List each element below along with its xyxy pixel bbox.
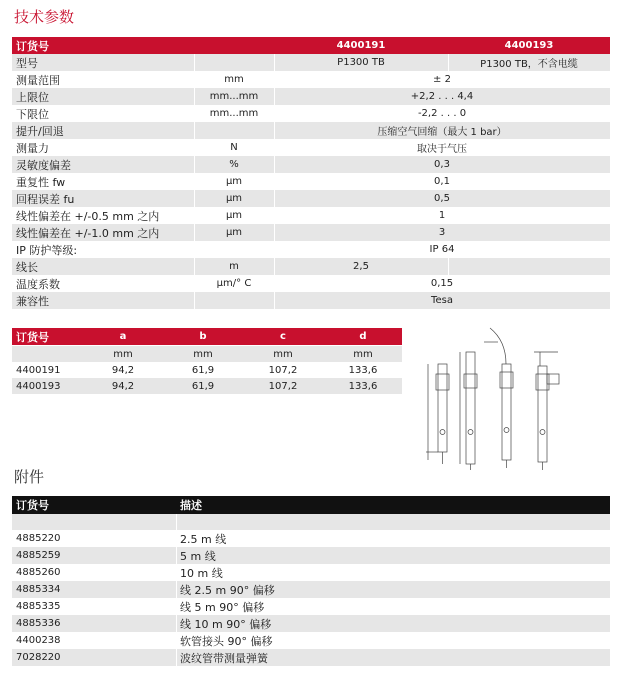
dims-row-c: 107,2 xyxy=(268,380,298,392)
accessories-header-order: 订货号 xyxy=(16,499,49,512)
tech-row-label: 型号 xyxy=(16,56,38,70)
accessories-row-desc: 线 5 m 90° 偏移 xyxy=(180,600,265,614)
accessories-row-order: 4885260 xyxy=(16,567,61,578)
dims-row xyxy=(12,378,402,394)
accessories-row xyxy=(12,615,610,632)
tech-row-label: 测量力 xyxy=(16,141,49,155)
dims-header-order: 订货号 xyxy=(16,330,49,344)
tech-row-value: +2,2 . . . 4,4 xyxy=(410,91,474,102)
tech-row xyxy=(12,275,610,292)
tech-row xyxy=(12,224,610,241)
accessories-row xyxy=(12,564,610,581)
tech-row-label: 测量范围 xyxy=(16,73,60,87)
dims-unit-c: mm xyxy=(273,348,293,360)
tech-row-value: ± 2 xyxy=(433,74,451,85)
tech-row-value: IP 64 xyxy=(429,244,455,255)
dims-row-a: 94,2 xyxy=(111,380,135,392)
tech-row-label: 上限位 xyxy=(16,90,49,104)
dims-row-order: 4400193 xyxy=(16,380,61,392)
tech-row-unit: % xyxy=(229,159,239,170)
accessories-row-divider xyxy=(176,564,177,581)
accessories-row-desc: 线 2.5 m 90° 偏移 xyxy=(180,583,275,597)
probe-drawing-icon xyxy=(418,322,596,472)
tech-header-order: 订货号 xyxy=(16,39,49,53)
tech-row xyxy=(12,292,610,309)
tech-row-value: 1 xyxy=(438,210,446,221)
accessories-row-order: 4885220 xyxy=(16,533,61,544)
accessories-row-desc: 软管接头 90° 偏移 xyxy=(180,634,273,648)
tech-row-value: 0,5 xyxy=(434,193,450,204)
tech-row-unit: N xyxy=(230,142,238,153)
tech-row-value: 3 xyxy=(438,227,446,238)
tech-row-unit: mm...mm xyxy=(209,91,259,102)
tech-row xyxy=(12,258,610,275)
tech-row-label: 线长 xyxy=(16,260,38,274)
dims-unit-a: mm xyxy=(113,348,133,360)
tech-row-unit: μm/° C xyxy=(216,278,252,289)
tech-row-label: IP 防护等级: xyxy=(16,243,78,257)
accessories-row-order: 4885259 xyxy=(16,550,61,561)
accessories-blank-row xyxy=(12,514,610,530)
accessories-row-desc: 波纹管带测量弹簧 xyxy=(180,651,268,665)
dims-row-d: 133,6 xyxy=(348,380,378,392)
dims-header-b: b xyxy=(199,331,207,342)
tech-row-value-4400191: 2,5 xyxy=(353,261,369,272)
accessories-row-divider xyxy=(176,581,177,598)
tech-row-value: 0,1 xyxy=(434,176,450,187)
dims-header-d: d xyxy=(359,331,367,342)
tech-row-label: 线性偏差在 +/-0.5 mm 之内 xyxy=(16,209,160,223)
accessories-row-order: 4885335 xyxy=(16,601,61,612)
accessories-row-divider xyxy=(176,547,177,564)
accessories-row xyxy=(12,649,610,666)
accessories-row xyxy=(12,632,610,649)
tech-row-unit: μm xyxy=(225,227,243,238)
tech-header-4400191: 4400191 xyxy=(336,40,386,51)
tech-row-unit xyxy=(194,292,274,309)
tech-row xyxy=(12,241,610,258)
accessories-row-divider xyxy=(176,649,177,666)
accessories-row-desc: 5 m 线 xyxy=(180,549,216,563)
dims-row-d: 133,6 xyxy=(348,364,378,376)
accessories-row-desc: 2.5 m 线 xyxy=(180,532,227,546)
accessories-header-desc: 描述 xyxy=(180,499,202,512)
tech-row-value: 0,15 xyxy=(430,278,454,289)
tech-row-value-4400193: P1300 TB，不含电缆 xyxy=(480,59,578,70)
tech-row-label: 回程误差 fu xyxy=(16,192,75,206)
tech-row-value-4400193 xyxy=(448,258,610,275)
tech-row-label: 重复性 fw xyxy=(16,175,66,189)
tech-title: 技术参数 xyxy=(14,8,75,26)
accessories-row-desc: 线 10 m 90° 偏移 xyxy=(180,617,272,631)
dims-row-b: 61,9 xyxy=(191,364,215,376)
tech-row-unit xyxy=(194,54,274,71)
tech-row-value: 0,3 xyxy=(434,159,450,170)
tech-row-label: 下限位 xyxy=(16,107,49,121)
tech-row xyxy=(12,190,610,207)
tech-row xyxy=(12,156,610,173)
accessories-row-order: 4885334 xyxy=(16,584,61,595)
tech-header xyxy=(12,37,610,54)
tech-row xyxy=(12,54,610,71)
tech-row xyxy=(12,105,610,122)
accessories-row xyxy=(12,598,610,615)
dims-row-c: 107,2 xyxy=(268,364,298,376)
tech-row-unit: μm xyxy=(225,210,243,221)
tech-row xyxy=(12,122,610,139)
dims-unit-b: mm xyxy=(193,348,213,360)
tech-row-unit: μm xyxy=(225,193,243,204)
tech-header-4400193: 4400193 xyxy=(504,40,554,51)
tech-row-unit xyxy=(194,241,274,258)
dims-row-a: 94,2 xyxy=(111,364,135,376)
dims-header-c: c xyxy=(280,331,286,342)
dims-row xyxy=(12,362,402,378)
accessories-row xyxy=(12,581,610,598)
dims-row-order: 4400191 xyxy=(16,364,61,376)
tech-row xyxy=(12,207,610,224)
accessories-row-divider xyxy=(176,632,177,649)
tech-row-label: 灵敏度偏差 xyxy=(16,158,71,172)
dims-header-a: a xyxy=(119,331,127,342)
accessories-row-desc: 10 m 线 xyxy=(180,566,223,580)
tech-row xyxy=(12,173,610,190)
tech-row-value: 取决于气压 xyxy=(417,144,467,155)
tech-row-label: 兼容性 xyxy=(16,294,49,308)
tech-row xyxy=(12,88,610,105)
accessories-row-order: 7028220 xyxy=(16,652,61,663)
accessories-row-divider xyxy=(176,598,177,615)
tech-row xyxy=(12,139,610,156)
tech-row-unit: mm...mm xyxy=(209,108,259,119)
tech-row-value: -2,2 . . . 0 xyxy=(417,108,467,119)
tech-row-unit: μm xyxy=(225,176,243,187)
tech-row-unit xyxy=(194,122,274,139)
dims-row-b: 61,9 xyxy=(191,380,215,392)
tech-row-label: 温度系数 xyxy=(16,277,60,291)
accessories-row xyxy=(12,547,610,564)
accessories-row-divider xyxy=(176,615,177,632)
accessories-row-order: 4885336 xyxy=(16,618,61,629)
dims-units-row xyxy=(12,346,402,362)
tech-row-label: 提升/回退 xyxy=(16,124,64,138)
dims-unit-d: mm xyxy=(353,348,373,360)
dims-header xyxy=(12,328,402,345)
tech-row-value: Tesa xyxy=(431,295,453,306)
accessories-row xyxy=(12,530,610,547)
tech-row-unit: m xyxy=(229,261,239,272)
tech-row-value-4400191: P1300 TB xyxy=(337,57,385,68)
accessories-row-divider xyxy=(176,530,177,547)
tech-row-label: 线性偏差在 +/-1.0 mm 之内 xyxy=(16,226,160,240)
accessories-title: 附件 xyxy=(14,468,45,486)
accessories-row-order: 4400238 xyxy=(16,635,61,646)
tech-row xyxy=(12,71,610,88)
tech-row-unit: mm xyxy=(224,74,244,85)
tech-row-value: 压缩空气回缩（最大 1 bar） xyxy=(377,127,507,138)
accessories-header xyxy=(12,496,610,514)
